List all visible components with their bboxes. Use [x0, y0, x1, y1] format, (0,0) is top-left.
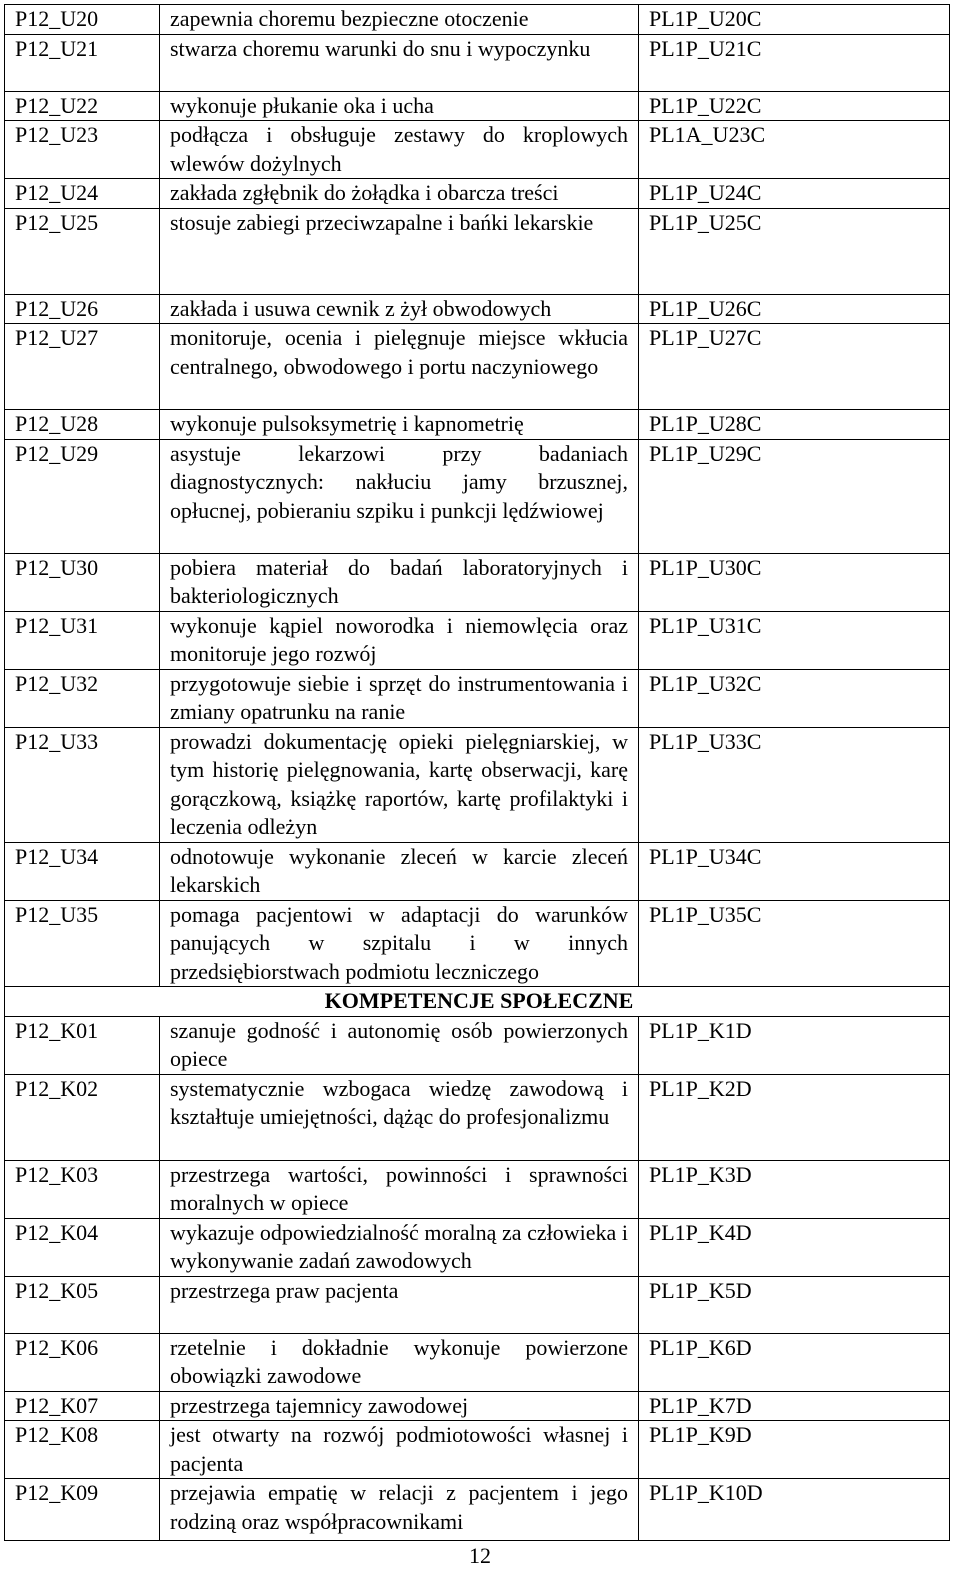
- outcome-code: P12_K09: [5, 1479, 160, 1541]
- outcome-code: P12_K03: [5, 1160, 160, 1218]
- outcome-code: P12_U31: [5, 611, 160, 669]
- table-row: [5, 121, 950, 179]
- outcome-reference: PL1P_U28C: [639, 410, 950, 440]
- outcome-reference: PL1P_U32C: [639, 669, 950, 727]
- outcome-description: podłącza i obsługuje zestawy do kroplowych wlewów dożylnych: [160, 121, 639, 179]
- outcome-code: P12_U30: [5, 553, 160, 611]
- outcome-description: zapewnia choremu bezpieczne otoczenie: [160, 5, 639, 35]
- outcome-code: P12_U29: [5, 439, 160, 553]
- outcome-code: P12_U23: [5, 121, 160, 179]
- table-row: [5, 91, 950, 121]
- outcome-description: prowadzi dokumentację opieki pielęgniarskiej, w tym historię pielęgnowania, kartę obserwacji, karę gorączkową, książkę raportów, kartę profilaktyki i leczenia odleżyn: [160, 727, 639, 842]
- outcome-reference: PL1P_U27C: [639, 324, 950, 410]
- outcome-description: pomaga pacjentowi w adaptacji do warunków panujących w szpitalu i w innych przedsiębiorstwach podmiotu leczniczego: [160, 900, 639, 987]
- table-row: [5, 294, 950, 324]
- table-row: [5, 410, 950, 440]
- outcome-code: P12_K07: [5, 1391, 160, 1421]
- outcome-description: przestrzega praw pacjenta: [160, 1276, 639, 1333]
- outcome-code: P12_U33: [5, 727, 160, 842]
- outcome-description: wykonuje płukanie oka i ucha: [160, 91, 639, 121]
- outcome-code: P12_U24: [5, 179, 160, 209]
- outcome-reference: PL1P_K6D: [639, 1333, 950, 1391]
- page-number: 12: [469, 1543, 491, 1568]
- outcome-code: P12_U28: [5, 410, 160, 440]
- outcome-description: przestrzega wartości, powinności i sprawności moralnych w opiece: [160, 1160, 639, 1218]
- outcome-reference: PL1P_U31C: [639, 611, 950, 669]
- outcome-reference: PL1P_K9D: [639, 1421, 950, 1479]
- outcome-description: zakłada i usuwa cewnik z żył obwodowych: [160, 294, 639, 324]
- outcome-description: przygotowuje siebie i sprzęt do instrumentowania i zmiany opatrunku na ranie: [160, 669, 639, 727]
- table-row: [5, 1074, 950, 1160]
- outcome-description: odnotowuje wykonanie zleceń w karcie zleceń lekarskich: [160, 842, 639, 900]
- outcome-reference: PL1P_U25C: [639, 208, 950, 294]
- section-header-label: KOMPETENCJE SPOŁECZNE: [324, 988, 634, 1013]
- outcome-code: P12_U35: [5, 900, 160, 987]
- outcome-description: szanuje godność i autonomię osób powierzonych opiece: [160, 1016, 639, 1074]
- outcome-description: systematycznie wzbogaca wiedzę zawodową i kształtuje umiejętności, dążąc do profesjonalizmu: [160, 1074, 639, 1160]
- outcome-reference: PL1P_K5D: [639, 1276, 950, 1333]
- outcome-code: P12_K06: [5, 1333, 160, 1391]
- table-row: [5, 842, 950, 900]
- outcome-code: P12_U34: [5, 842, 160, 900]
- outcome-reference: PL1P_U26C: [639, 294, 950, 324]
- table-row: [5, 324, 950, 410]
- outcome-reference: PL1P_U34C: [639, 842, 950, 900]
- outcome-reference: PL1P_U24C: [639, 179, 950, 209]
- table-row: [5, 1160, 950, 1218]
- outcome-code: P12_U32: [5, 669, 160, 727]
- outcome-description: monitoruje, ocenia i pielęgnuje miejsce wkłucia centralnego, obwodowego i portu naczyniowego: [160, 324, 639, 410]
- table-row: [5, 1479, 950, 1541]
- table-row: [5, 1016, 950, 1074]
- outcome-reference: PL1P_U35C: [639, 900, 950, 987]
- outcome-code: P12_U22: [5, 91, 160, 121]
- outcome-code: P12_U26: [5, 294, 160, 324]
- table-row: [5, 179, 950, 209]
- table-row: [5, 611, 950, 669]
- outcome-code: P12_K08: [5, 1421, 160, 1479]
- table-row: [5, 1391, 950, 1421]
- table-row: [5, 439, 950, 553]
- section-header: [5, 987, 950, 1017]
- table-row: [5, 1333, 950, 1391]
- outcome-description: pobiera materiał do badań laboratoryjnych i bakteriologicznych: [160, 553, 639, 611]
- outcome-reference: PL1P_K1D: [639, 1016, 950, 1074]
- outcome-code: P12_U20: [5, 5, 160, 35]
- outcome-reference: PL1P_U33C: [639, 727, 950, 842]
- outcome-reference: PL1A_U23C: [639, 121, 950, 179]
- outcome-description: wykonuje kąpiel noworodka i niemowlęcia oraz monitoruje jego rozwój: [160, 611, 639, 669]
- outcome-reference: PL1P_U21C: [639, 34, 950, 91]
- table-row: [5, 5, 950, 35]
- outcome-description: przejawia empatię w relacji z pacjentem i jego rodziną oraz współpracownikami: [160, 1479, 639, 1541]
- section-header-row: [5, 987, 950, 1017]
- outcome-reference: PL1P_K10D: [639, 1479, 950, 1541]
- outcome-description: rzetelnie i dokładnie wykonuje powierzone obowiązki zawodowe: [160, 1333, 639, 1391]
- table-row: [5, 553, 950, 611]
- table-row: [5, 34, 950, 91]
- learning-outcomes-table: [4, 4, 950, 1541]
- outcome-description: zakłada zgłębnik do żołądka i obarcza treści: [160, 179, 639, 209]
- table-row: [5, 1421, 950, 1479]
- outcome-description: stwarza choremu warunki do snu i wypoczynku: [160, 34, 639, 91]
- table-row: [5, 727, 950, 842]
- table-row: [5, 208, 950, 294]
- outcome-description: asystuje lekarzowi przy badaniach diagnostycznych: nakłuciu jamy brzusznej, opłucnej, pobieraniu szpiku i punkcji lędźwiowej: [160, 439, 639, 553]
- table-row: [5, 1276, 950, 1333]
- outcome-code: P12_U21: [5, 34, 160, 91]
- table-row: [5, 1218, 950, 1276]
- outcome-reference: PL1P_U22C: [639, 91, 950, 121]
- outcome-reference: PL1P_K4D: [639, 1218, 950, 1276]
- outcome-reference: PL1P_K3D: [639, 1160, 950, 1218]
- outcome-code: P12_K04: [5, 1218, 160, 1276]
- table-row: [5, 900, 950, 987]
- outcome-reference: PL1P_U20C: [639, 5, 950, 35]
- outcome-reference: PL1P_U29C: [639, 439, 950, 553]
- outcome-reference: PL1P_U30C: [639, 553, 950, 611]
- outcome-code: P12_K01: [5, 1016, 160, 1074]
- outcome-code: P12_U27: [5, 324, 160, 410]
- outcome-code: P12_K05: [5, 1276, 160, 1333]
- outcome-description: wykonuje pulsoksymetrię i kapnometrię: [160, 410, 639, 440]
- outcome-description: jest otwarty na rozwój podmiotowości własnej i pacjenta: [160, 1421, 639, 1479]
- outcome-description: stosuje zabiegi przeciwzapalne i bańki lekarskie: [160, 208, 639, 294]
- outcome-reference: PL1P_K2D: [639, 1074, 950, 1160]
- outcome-reference: PL1P_K7D: [639, 1391, 950, 1421]
- table-row: [5, 669, 950, 727]
- outcome-code: P12_U25: [5, 208, 160, 294]
- outcome-description: wykazuje odpowiedzialność moralną za człowieka i wykonywanie zadań zawodowych: [160, 1218, 639, 1276]
- outcome-code: P12_K02: [5, 1074, 160, 1160]
- outcome-description: przestrzega tajemnicy zawodowej: [160, 1391, 639, 1421]
